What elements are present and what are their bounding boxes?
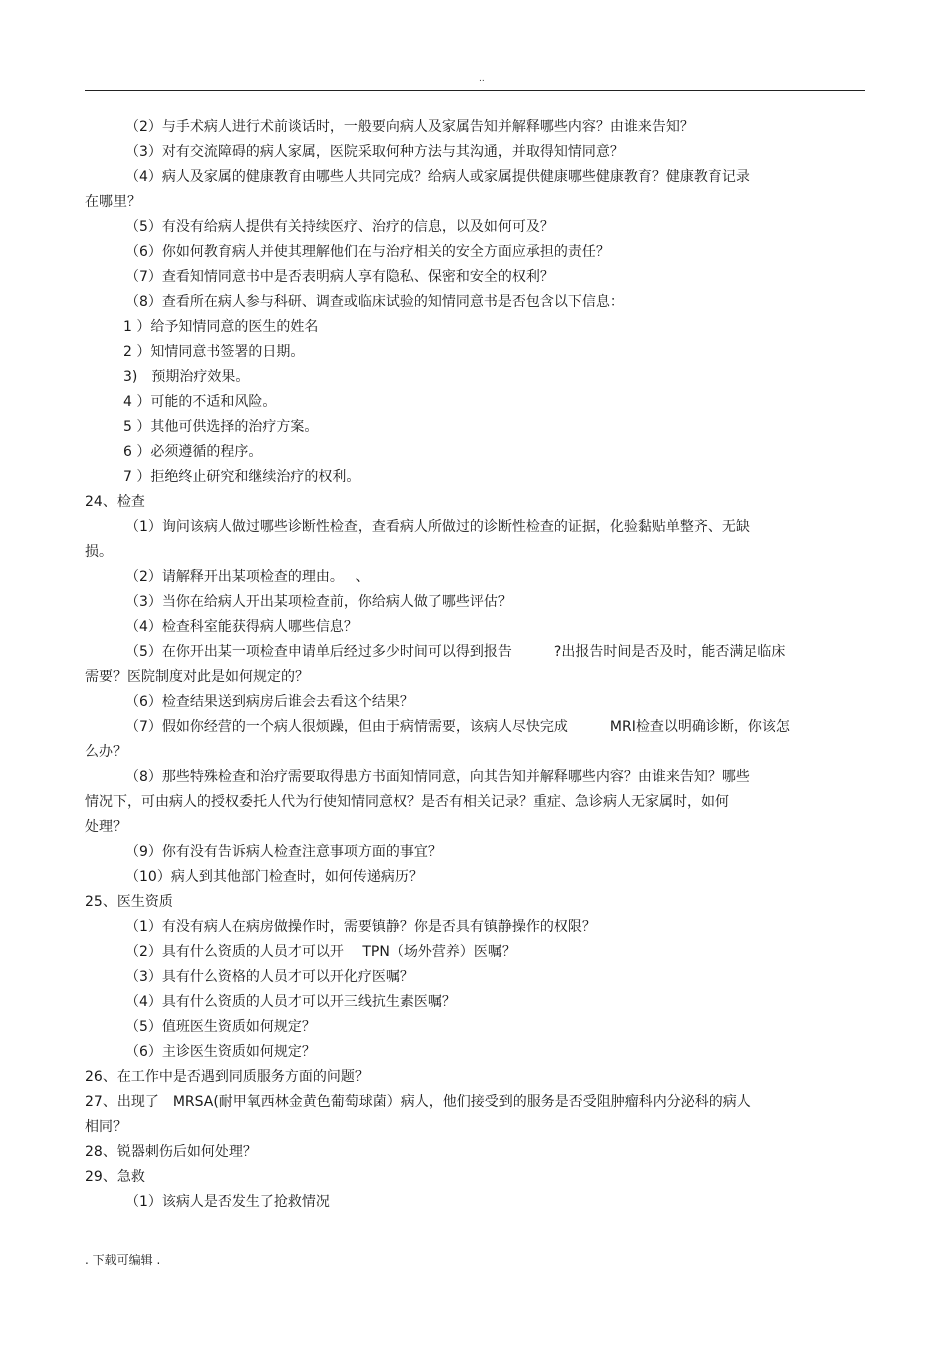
document-line: （2）与手术病人进行术前谈话时，一般要向病人及家属告知并解释哪些内容？由谁来告知？ [125,119,694,135]
document-line: 5 ）其他可供选择的治疗方案。 [123,419,319,435]
document-line: （6）主诊医生资质如何规定？ [125,1044,316,1060]
header-rule [85,90,865,91]
document-line: 么办？ [85,744,127,760]
document-line: 1 ）给予知情同意的医生的姓名 [123,319,319,335]
document-line: （2）请解释开出某项检查的理由。 、 [125,569,370,585]
document-line: 需要？医院制度对此是如何规定的？ [85,669,309,685]
document-line: 损。 [85,544,113,560]
document-line: （5）值班医生资质如何规定？ [125,1019,316,1035]
footer-text: . 下载可编辑 . [85,1253,161,1267]
document-line: （5）在你开出某一项检查申请单后经过多少时间可以得到报告 ?出报告时间是否及时，能否满足临床 [125,644,786,660]
document-line: （1）有没有病人在病房做操作时，需要镇静？你是否具有镇静操作的权限？ [125,919,596,935]
document-line: 3) 预期治疗效果。 [123,369,250,385]
document-line: 29、急救 [85,1169,145,1185]
document-line: （4）检查科室能获得病人哪些信息？ [125,619,358,635]
document-line: 4 ）可能的不适和风险。 [123,394,277,410]
document-line: （7）假如你经营的一个病人很烦躁，但由于病情需要，该病人尽快完成 MRI检查以明确诊断，你该怎 [125,719,790,735]
document-body [85,115,865,1215]
document-line: 情况下，可由病人的授权委托人代为行使知情同意权？是否有相关记录？重症、急诊病人无家属时，如何 [85,794,729,810]
document-line: （4）病人及家属的健康教育由哪些人共同完成？给病人或家属提供健康哪些健康教育？健康教育记录 [125,169,750,185]
document-line: （1）该病人是否发生了抢救情况 [125,1194,330,1210]
document-line: （6）你如何教育病人并使其理解他们在与治疗相关的安全方面应承担的责任？ [125,244,610,260]
document-line: （4）具有什么资质的人员才可以开三线抗生素医嘱？ [125,994,456,1010]
document-line: （6）检查结果送到病房后谁会去看这个结果？ [125,694,414,710]
document-line: 27、出现了 MRSA(耐甲氧西林金黄色葡萄球菌）病人，他们接受到的服务是否受阻肿瘤科内分泌科的病人 [85,1094,751,1110]
header-mark: .. [479,74,485,84]
document-line: 28、锐器刺伤后如何处理？ [85,1144,257,1160]
document-line: （8）查看所在病人参与科研、调查或临床试验的知情同意书是否包含以下信息： [125,294,624,310]
document-line: 在哪里？ [85,194,141,210]
document-line: （10）病人到其他部门检查时，如何传递病历？ [125,869,423,885]
document-line: 相同？ [85,1119,127,1135]
document-line: （3）当你在给病人开出某项检查前，你给病人做了哪些评估？ [125,594,512,610]
document-line: 26、在工作中是否遇到同质服务方面的问题？ [85,1069,369,1085]
document-line: （7）查看知情同意书中是否表明病人享有隐私、保密和安全的权利？ [125,269,554,285]
document-line: （9）你有没有告诉病人检查注意事项方面的事宜？ [125,844,442,860]
document-line: 处理？ [85,819,127,835]
document-line: （3）对有交流障碍的病人家属，医院采取何种方法与其沟通，并取得知情同意？ [125,144,624,160]
document-line: （8）那些特殊检查和治疗需要取得患方书面知情同意，向其告知并解释哪些内容？由谁来告知？哪些 [125,769,750,785]
document-line: 7 ）拒绝终止研究和继续治疗的权利。 [123,469,361,485]
document-line: （5）有没有给病人提供有关持续医疗、治疗的信息，以及如何可及？ [125,219,554,235]
document-line: 6 ）必须遵循的程序。 [123,444,263,460]
document-line: 2 ）知情同意书签署的日期。 [123,344,305,360]
document-line: （1）询问该病人做过哪些诊断性检查，查看病人所做过的诊断性检查的证据，化验黏贴单整齐、无缺 [125,519,750,535]
document-line: （2）具有什么资质的人员才可以开 TPN（场外营养）医嘱？ [125,944,516,960]
document-line: （3）具有什么资格的人员才可以开化疗医嘱？ [125,969,414,985]
document-line: 24、检查 [85,494,145,510]
document-line: 25、医生资质 [85,894,173,910]
